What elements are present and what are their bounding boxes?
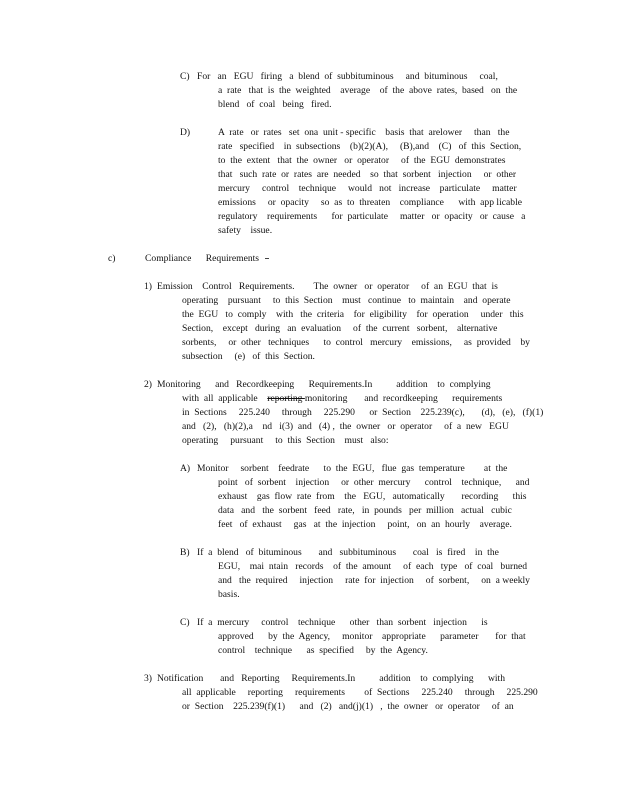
- text-line: regulatory requirements for particulate matter or opacity or cause a: [218, 211, 526, 222]
- item-label-c-mercury: C): [180, 617, 190, 628]
- section-label-c: c): [108, 253, 116, 264]
- text-line: to the extent that the owner or operator of the EGU demonstrates: [218, 155, 506, 166]
- text-line: control technique as specified by the Agency.: [218, 645, 428, 656]
- text-line: point of sorbent injection or other mercury control technique, and: [218, 477, 530, 488]
- text-line: a rate that is the weighted average of the above rates, based on the: [218, 85, 518, 96]
- text-line: sorbents, or other techniques to control mercury emissions, as provided by: [182, 337, 530, 348]
- item-label-a: A): [180, 463, 191, 474]
- section-heading: Compliance Requirements: [145, 253, 269, 265]
- text-line: or Section 225.239(f)(1) and (2) and(j)(1) , the owner or operator of an: [182, 701, 514, 712]
- item-label-1: 1): [144, 281, 152, 292]
- text-line: data and the sorbent feed rate, in pounds per million actual cubic: [218, 505, 512, 516]
- text-line: feet of exhaust gas at the injection point, on an hourly average.: [218, 519, 512, 530]
- item-label-b: B): [180, 547, 190, 558]
- text-line: and (2), (h)(2),a nd i(3) and (4) , the owner or operator of a new EGU: [182, 421, 509, 432]
- text-line: Emission Control Requirements. The owner or operator of an EGU that is: [157, 281, 498, 292]
- item-label-d: D): [180, 127, 191, 138]
- text-line: all applicable reporting requirements of Sections 225.240 through 225.290: [182, 687, 538, 698]
- text-line: the EGU to comply with the criteria for eligibility for operation under this: [182, 309, 524, 320]
- text-line: operating pursuant to this Section must also:: [182, 435, 389, 446]
- text-line: If a mercury control technique other than sorbent injection is: [197, 617, 488, 628]
- text-line: EGU, mai ntain records of the amount of each type of coal burned: [218, 561, 528, 572]
- text-line: subsection (e) of this Section.: [182, 351, 315, 362]
- text-line: approved by the Agency, monitor appropriate parameter for that: [218, 631, 526, 642]
- text-line: Monitor sorbent feedrate to the EGU, flue gas temperature at the: [197, 463, 508, 474]
- text-line: safety issue.: [218, 225, 273, 236]
- text-line: exhaust gas flow rate from the EGU, automatically recording this: [218, 491, 527, 502]
- text-line: operating pursuant to this Section must continue to maintain and operate: [182, 295, 511, 306]
- item-label-2: 2): [144, 379, 152, 390]
- text-line: basis.: [218, 589, 240, 600]
- struck-text: reporting: [267, 393, 305, 404]
- text-line: Monitoring and Recordkeeping Requirements.In addition to complying: [157, 379, 491, 390]
- text-line: and the required injection rate for injection of sorbent, on a weekly: [218, 575, 530, 586]
- text-cursor-mark: [265, 258, 269, 259]
- item-label-3: 3): [144, 673, 152, 684]
- text-line: in Sections 225.240 through 225.290 or Section 225.239(c), (d), (e), (f)(1): [182, 407, 544, 418]
- text-line: rate specified in subsections (b)(2)(A), (B),and (C) of this Section,: [218, 141, 522, 152]
- text-line: A rate or rates set ona unit - specific basis that arelower than the: [218, 127, 510, 138]
- text-line: Notification and Reporting Requirements.In addition to complying with: [157, 673, 505, 684]
- text-line: that such rate or rates are needed so that sorbent injection or other: [218, 169, 517, 180]
- text-line: If a blend of bituminous and subbituminous coal is fired in the: [197, 547, 499, 558]
- text-line: For an EGU firing a blend of subbituminous and bituminous coal,: [197, 71, 498, 82]
- text-line: blend of coal being fired.: [218, 99, 332, 110]
- text-line-with-deletion: with all applicable reporting monitoring and recordkeeping requirements: [182, 393, 503, 404]
- item-label-c-blend: C): [180, 71, 190, 82]
- text-line: Section, except during an evaluation of the current sorbent, alternative: [182, 323, 498, 334]
- text-line: mercury control technique would not increase particulate matter: [218, 183, 517, 194]
- text-line: emissions or opacity so as to threaten compliance with app licable: [218, 197, 522, 208]
